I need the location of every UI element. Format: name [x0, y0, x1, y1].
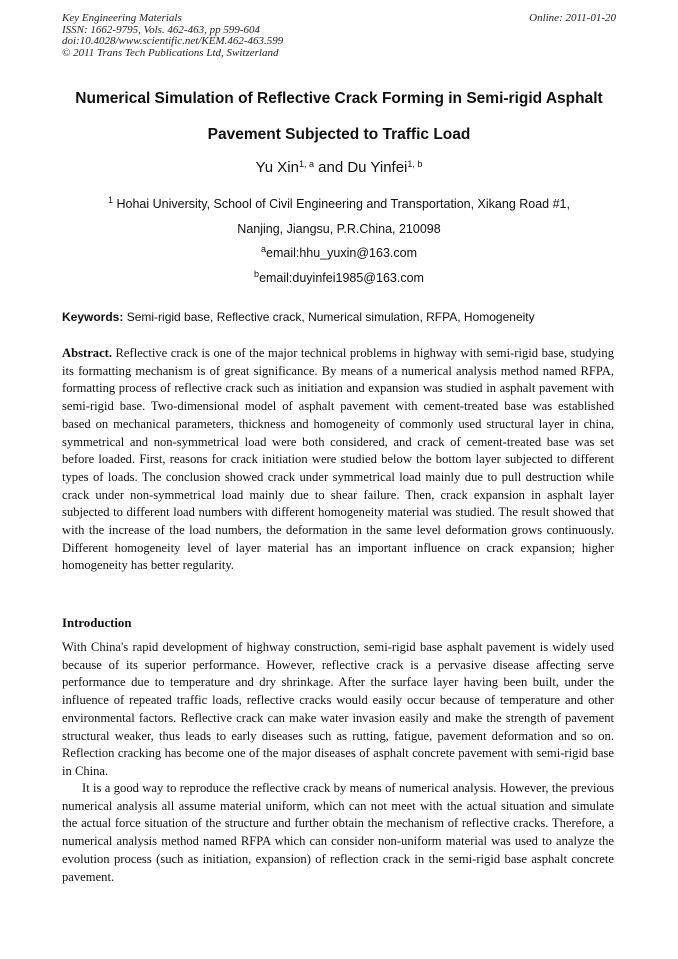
introduction-paragraph-1 [62, 639, 614, 781]
email-a-address: email:hhu_yuxin@163.com [266, 246, 417, 260]
intro-p1-text: With China's rapid development of highway construction, semi-rigid base asphalt pavement is widely used because of its superior performance. However, reflective crack is a pervasive disease affecting serve performance due to temperature and dry shrinkage. After the surface layer having been built, under the influence of repeated traffic loads, reflective cracks would easily occur because of temperature and other environmental factors. Reflective crack can make water invasion easily and make the strength of pavement structural weaker, thus leads to early diseases such as rutting, fatigue, pavement deformation and so on. Reflection cracking has become one of the major diseases of asphalt concrete pavement with semi-rigid base in China. [62, 640, 614, 778]
affiliation-marker: 1 [108, 195, 114, 205]
copyright-line: © 2011 Trans Tech Publications Ltd, Switzerland [62, 46, 279, 59]
email-a-marker: a [261, 244, 267, 254]
abstract-text: Reflective crack is one of the major technical problems in highway with semi-rigid base, studying its formatting mechanism is of great significance. By means of a numerical analysis method named RFPA, formatting process of reflective crack such as initiation and expansion was studied in asphalt pavement with semi-rigid base. Two-dimensional model of asphalt pavement with cement-treated base was established based on mechanical parameters, thickness and homogeneity of commonly used structural layer in china, symmetrical and non-symmetrical load were both considered, and crack of cement-treated base was set before loaded. First, reasons for crack initiation were studied below the bottom layer subjected to different types of loads. The conclusion showed crack under symmetrical load mainly due to pull destruction while crack under non-symmetrical load mainly due to shear failure. Then, crack expansion in asphalt layer subjected to different load numbers with different homogeneity material was studied. The result showed that with the increase of the load numbers, the deformation in the same level deformation grows continuously. Different homogeneity level of layer material has an important influence on crack expansion; higher homogeneity has better regularity. [62, 346, 614, 573]
abstract-label: Abstract. [62, 346, 113, 360]
affiliation-line-1 [40, 197, 638, 211]
email-b-marker: b [254, 269, 260, 279]
email-a [40, 246, 638, 260]
author-2-affiliation: 1, b [407, 159, 423, 169]
abstract [62, 345, 614, 575]
paper-title-line-2: Pavement Subjected to Traffic Load [207, 126, 471, 143]
email-b [40, 271, 638, 285]
author-connector: and [313, 159, 348, 176]
introduction-paragraph-2 [62, 780, 614, 886]
keywords-text: Semi-rigid base, Reflective crack, Numerical simulation, RFPA, Homogeneity [123, 310, 535, 324]
author-1-affiliation: 1, a [298, 159, 314, 169]
author-list [40, 159, 638, 176]
introduction-heading: Introduction [62, 616, 132, 630]
keywords-label: Keywords: [62, 310, 124, 324]
issn-line: ISSN: 1662-9795, Vols. 462-463, pp 599-604 [62, 23, 260, 36]
intro-p2-text: It is a good way to reproduce the reflective crack by means of numerical analysis. However, the previous numerical analysis all assume material uniform, which can not meet with the actual situation and simulate the actual force situation of the structure and further obtain the mechanism of reflective cracks. Therefore, a numerical analysis method named RFPA which can consider non-uniform material was used to analyze the evolution process (such as initiation, expansion) of reflection crack in the semi-rigid base asphalt concrete pavement. [62, 781, 614, 884]
author-1: Yu Xin [255, 159, 299, 176]
doi-line: doi:10.4028/www.scientific.net/KEM.462-463.599 [62, 35, 284, 47]
online-date: Online: 2011-01-20 [529, 12, 616, 24]
author-2: Du Yinfei [347, 159, 408, 176]
journal-name: Key Engineering Materials [62, 12, 182, 24]
email-b-address: email:duyinfei1985@163.com [259, 271, 424, 285]
affiliation-line-2: Nanjing, Jiangsu, P.R.China, 210098 [237, 222, 441, 236]
paper-title-line-1: Numerical Simulation of Reflective Crack Forming in Semi-rigid Asphalt [75, 90, 603, 107]
journal-header [62, 13, 283, 59]
keywords [62, 310, 622, 324]
affiliation-address: Hohai University, School of Civil Engineering and Transportation, Xikang Road #1, [113, 197, 570, 211]
